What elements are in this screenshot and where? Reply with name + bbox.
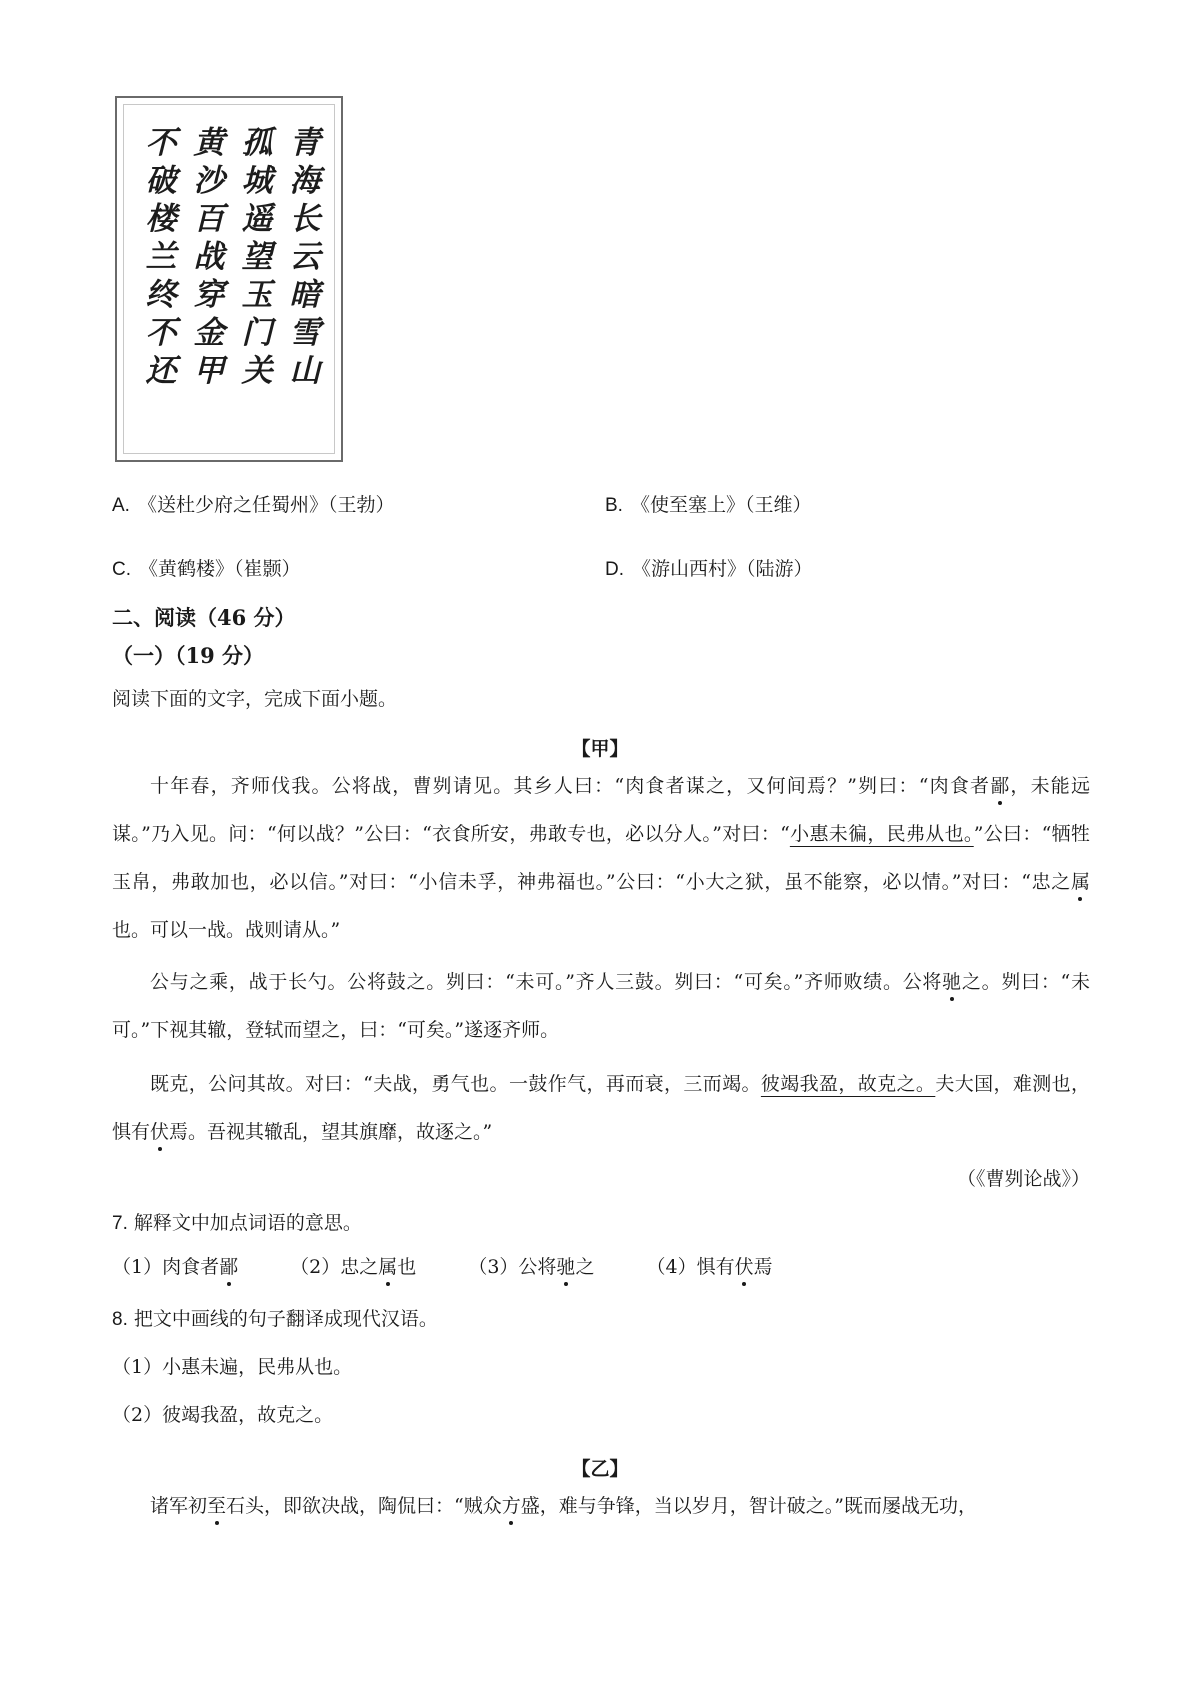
calligraphy-char: 兰 [145,239,177,275]
calligraphy-char: 百 [193,201,225,237]
question-8 [112,1306,438,1333]
dotted-word: 驰 [942,971,962,993]
text-run: （3）公将 [468,1256,557,1278]
calligraphy-char: 沙 [193,163,225,199]
dotted-word: 鄙 [219,1256,239,1278]
passage-jia-paragraph-3 [112,1060,1090,1156]
section-title: 二、阅读（46 分） [112,605,296,630]
calligraphy-column-1 [285,124,325,390]
text-run: 焉 [753,1256,773,1278]
text-run: 也。可以一战。战则请从。” [112,919,341,941]
text-run: 既克，公问其故。对曰：“夫战，勇气也。一鼓作气，再而衰，三而竭。 [150,1073,761,1095]
calligraphy-char: 甲 [193,353,225,389]
calligraphy-char: 雪 [289,315,321,351]
calligraphy-column-4 [141,124,181,390]
option-text: 《黄鹤楼》（崔颢） [139,558,301,580]
dotted-word: 伏 [150,1121,170,1143]
text-run: （2）忠之 [290,1256,379,1278]
text-run: 夫大国，难测也，惧有 [112,1073,1090,1143]
calligraphy-char: 城 [241,163,273,199]
calligraphy-char: 玉 [241,277,273,313]
question-text: 解释文中加点词语的意思。 [133,1212,362,1234]
dotted-word: 属 [378,1256,398,1278]
passage-source: （《曹刿论战》） [956,1168,1090,1190]
text-run: 十年春，齐师伐我。公将战，曹刿请见。其乡人曰：“肉食者谋之，又何间焉？”刿曰：“肉食者 [150,775,991,797]
option-b [605,492,811,519]
text-run: 之 [575,1256,595,1278]
question-number: 8. [112,1309,128,1330]
calligraphy-char: 还 [145,353,177,389]
calligraphy-char: 云 [289,239,321,275]
option-label: C. [112,559,131,580]
question-7-items [112,1254,819,1280]
text-run: （1）肉食者 [112,1256,220,1278]
instruction: 阅读下面的文字，完成下面小题。 [112,688,398,710]
text-run: 也 [397,1256,417,1278]
text-run: 焉。吾视其辙乱，望其旗靡，故逐之。” [169,1121,493,1143]
calligraphy-column-2 [237,124,277,390]
calligraphy-char: 长 [289,201,321,237]
option-text: 《使至塞上》（王维） [630,494,812,516]
underlined-sentence: 小惠未徧，民弗从也。 [789,823,974,845]
option-label: B. [605,495,623,516]
calligraphy-char: 关 [241,353,273,389]
calligraphy-char: 孤 [241,125,273,161]
question-8-sentence-2: （2）彼竭我盈，故克之。 [112,1404,334,1426]
calligraphy-char: 战 [193,239,225,275]
calligraphy-char: 黄 [193,125,225,161]
option-a [112,492,394,519]
question-number: 7. [112,1213,128,1234]
dotted-word: 伏 [734,1256,754,1278]
calligraphy-char: 破 [145,163,177,199]
option-label: D. [605,559,624,580]
passage-jia-paragraph-1 [112,762,1090,954]
calligraphy-column-3 [189,124,229,390]
text-run: 之。刿曰：“未可。”下视其辙，登轼而望之，曰：“可矣。”遂逐齐师。 [112,971,1090,1041]
text-run: 盛，难与争锋，当以岁月，智计破之。”既而屡战无功， [520,1495,977,1517]
calligraphy-char: 青 [289,125,321,161]
passage-yi-paragraph-1 [112,1482,1090,1530]
question-7-item-1 [112,1254,238,1280]
dotted-word: 驰 [556,1256,576,1278]
calligraphy-char: 穿 [193,277,225,313]
calligraphy-char: 遥 [241,201,273,237]
dotted-word: 至 [207,1495,227,1517]
text-run: 石头，即欲决战，陶侃曰：“贼众 [226,1495,502,1517]
dotted-word: 属 [1070,871,1090,893]
question-7 [112,1210,362,1237]
question-7-item-2 [290,1254,416,1280]
calligraphy-char: 门 [241,315,273,351]
calligraphy-char: 终 [145,277,177,313]
option-label: A. [112,495,130,516]
calligraphy-char: 海 [289,163,321,199]
calligraphy-char: 望 [241,239,273,275]
calligraphy-image [115,96,343,462]
question-8-sentence-1: （1）小惠未遍，民弗从也。 [112,1356,353,1378]
calligraphy-char: 楼 [145,201,177,237]
question-7-item-3 [468,1254,594,1280]
calligraphy-char: 暗 [289,277,321,313]
text-run: 公与之乘，战于长勺。公将鼓之。刿曰：“未可。”齐人三鼓。刿曰：“可矣。”齐师败绩。公将 [150,971,943,993]
text-run: ”公曰：“牺牲玉帛，弗敢加也，必以信。”对曰：“小信未孚，神弗福也。”公曰：“小大之狱，虽不能察，必以情。”对曰：“忠之 [112,823,1090,893]
passage-jia-heading: 【甲】 [571,738,629,760]
calligraphy-char: 不 [145,125,177,161]
passage-yi-heading: 【乙】 [571,1458,629,1480]
calligraphy-char: 金 [193,315,225,351]
option-c [112,556,301,583]
text-run: 诸军初 [150,1495,208,1517]
dotted-word: 方 [501,1495,521,1517]
option-text: 《送杜少府之任蜀州》（王勃） [137,494,395,516]
text-run: （4）惧有 [646,1256,735,1278]
part-title: （一）（19 分） [112,643,265,668]
text-run: ，未能远谋。”乃入见。问：“何以战？”公曰：“衣食所安，弗敢专也，必以分人。”对曰：“ [112,775,1090,845]
dotted-word: 鄙 [990,775,1011,797]
option-d [605,556,813,583]
calligraphy-char: 山 [289,353,321,389]
option-text: 《游山西村》（陆游） [632,558,813,580]
underlined-sentence: 彼竭我盈，故克之。 [760,1073,936,1095]
question-text: 把文中画线的句子翻译成现代汉语。 [133,1308,438,1330]
passage-jia-paragraph-2 [112,958,1090,1054]
calligraphy-char: 不 [145,315,177,351]
question-7-item-4 [647,1254,773,1280]
